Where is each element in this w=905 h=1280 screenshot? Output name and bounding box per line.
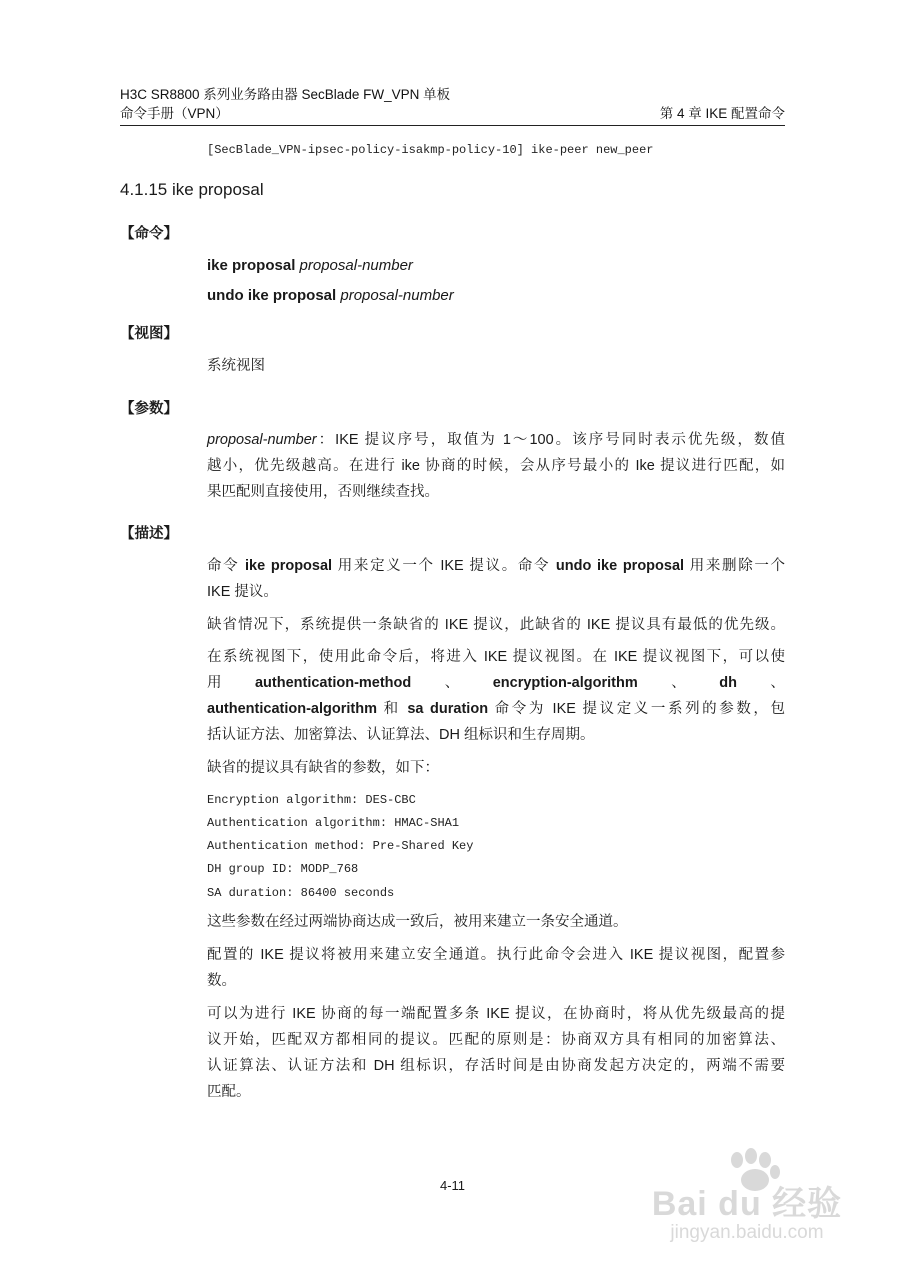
code-line: DH group ID: MODP_768 [207,862,359,876]
text: 用来定义一个 IKE 提议。命令 [332,558,556,574]
desc-p3-line-1: 在系统视图下，使用此命令后，将进入 IKE 提议视图。在 IKE 提议视图下，可以使 [207,649,785,665]
desc-p4: 缺省的提议具有缺省的参数，如下： [207,760,439,776]
label-desc: 【描述】 [120,526,178,542]
param-name: proposal-number [207,432,317,448]
text: 、 [444,675,460,691]
watermark-logo: Bai du 经验 [651,1185,843,1223]
params-line-3: 果匹配则直接使用，否则继续查找。 [207,484,439,500]
text: 用 [207,675,222,691]
desc-p5: 这些参数在经过两端协商达成一致后，被用来建立一条安全通道。 [207,914,628,930]
command-argument: proposal-number [299,257,413,274]
text: 命令 [207,558,245,574]
keyword: encryption-algorithm [492,675,638,691]
header-chapter: 第 4 章 IKE 配置命令 [659,106,785,121]
code-line: Encryption algorithm: DES-CBC [207,793,416,807]
keyword: dh [719,675,737,691]
view-text: 系统视图 [207,358,265,374]
keyword: authentication-algorithm [207,701,377,717]
command-keyword: undo ike proposal [207,287,337,304]
desc-p7-line-3: 认证算法、认证方法和 DH 组标识，存活时间是由协商发起方决定的，两端不需要 [207,1058,785,1074]
command-argument: proposal-number [340,287,454,304]
params-line-1 [207,428,785,452]
text: 、 [671,675,686,691]
header-divider [120,125,785,126]
header-manual-name: 命令手册（VPN） [120,106,229,121]
text: 用来删除一个 [684,558,786,574]
desc-p7-line-1: 可以为进行 IKE 协商的每一端配置多条 IKE 提议，在协商时，将从优先级最高的提 [207,1006,785,1022]
text: 、 [770,675,785,691]
header-title: H3C SR8800 系列业务路由器 SecBlade FW_VPN 单板 [120,87,451,102]
text: 命令为 IKE 提议定义一系列的参数，包 [488,701,785,717]
desc-p1-line-2: IKE 提议。 [207,584,278,600]
page-number: 4-11 [439,1178,466,1193]
label-command: 【命令】 [120,226,178,242]
params-line-2: 越小，优先级越高。在进行 ike 协商的时候，会从序号最小的 Ike 提议进行匹配，如 [207,458,785,474]
param-desc: ：IKE 提议序号，取值为 1～100。该序号同时表示优先级，数值 [316,432,785,448]
code-line: SA duration: 86400 seconds [207,886,395,900]
desc-p3-line-3 [207,697,785,721]
example-command: [SecBlade_VPN-ipsec-policy-isakmp-policy-10] ike-peer new_peer [207,143,654,157]
keyword: undo ike proposal [555,558,685,574]
text: 和 [376,701,408,717]
watermark-url: jingyan.baidu.com [670,1222,824,1243]
desc-p7-line-4: 匹配。 [207,1084,251,1100]
label-params: 【参数】 [120,401,178,417]
desc-p6-line-1: 配置的 IKE 提议将被用来建立安全通道。执行此命令会进入 IKE 提议视图，配置参 [207,947,785,963]
desc-p1-line-1 [207,554,785,578]
watermark [647,1148,847,1248]
keyword: sa duration [407,701,489,717]
desc-p3-line-4: 括认证方法、加密算法、认证算法、DH 组标识和生存周期。 [207,727,595,743]
code-line: Authentication algorithm: HMAC-SHA1 [207,816,460,830]
desc-p7-line-2: 议开始，匹配双方都相同的提议。匹配的原则是：协商双方具有相同的加密算法、 [207,1032,785,1048]
code-line: Authentication method: Pre-Shared Key [207,839,474,853]
desc-p3-line-2 [207,671,785,695]
desc-p2: 缺省情况下，系统提供一条缺省的 IKE 提议，此缺省的 IKE 提议具有最低的优先级。 [207,617,785,633]
command-syntax-2 [207,284,785,308]
command-syntax-1 [207,254,785,278]
desc-p6-line-2: 数。 [207,973,236,989]
command-keyword: ike proposal [207,257,296,274]
keyword: ike proposal [245,558,333,574]
label-view: 【视图】 [120,326,178,342]
keyword: authentication-method [254,675,412,691]
section-title: 4.1.15 ike proposal [120,180,264,199]
